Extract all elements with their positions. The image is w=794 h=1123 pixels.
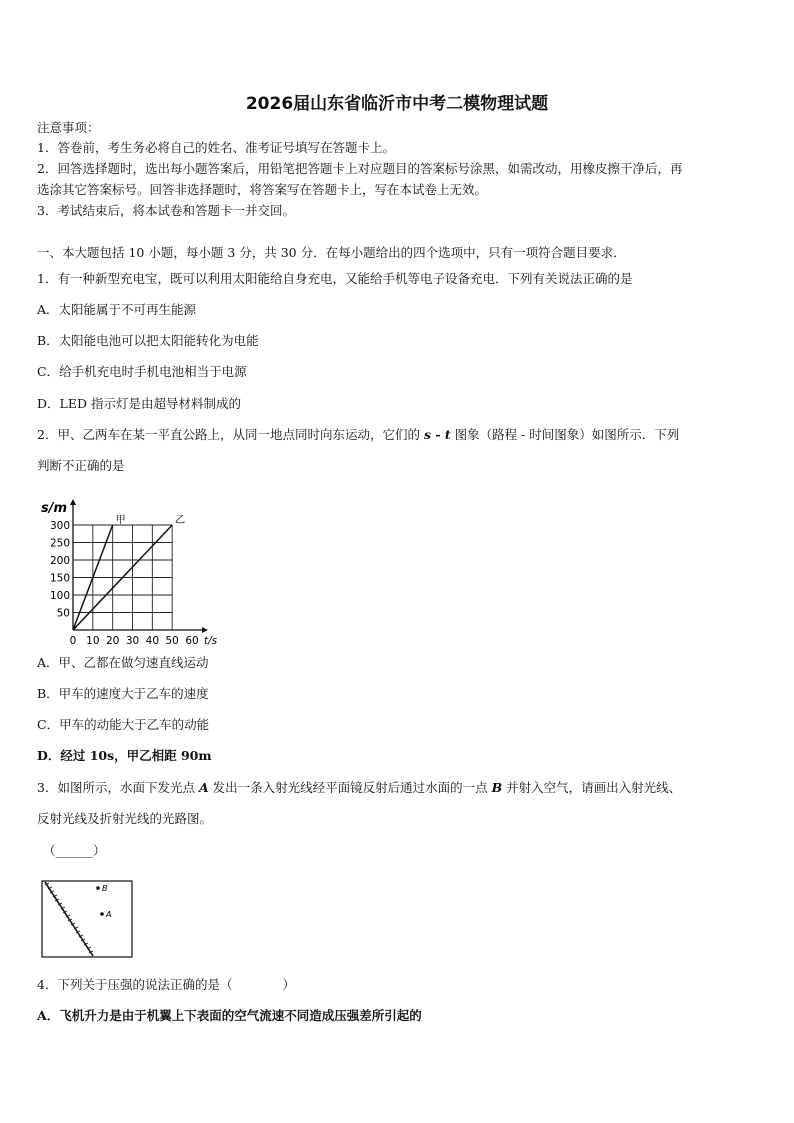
notice-heading: 注意事项： xyxy=(37,120,100,135)
section-heading: 一、本大题包括 10 小题，每小题 3 分，共 30 分．在每小题给出的四个选项中，只有一项符合题目要求． xyxy=(37,245,626,260)
y-axis-arrow xyxy=(70,499,76,505)
question-3-stem: 3．如图所示，水面下发光点 A 发出一条入射光线经平面镜反射后通过水面的一点 B 并射入空气，请画出入射光线、 xyxy=(37,780,682,795)
point-b xyxy=(96,886,100,890)
point-b-label: B xyxy=(102,884,108,893)
question-2-option-b: B．甲车的速度大于乙车的速度 xyxy=(37,686,209,701)
mirror-diagram xyxy=(40,876,140,961)
series-label: 甲 xyxy=(115,515,126,526)
question-3-stem-cont: 反射光线及折射光线的光路图。 xyxy=(37,811,213,826)
notice-item: 选涂其它答案标号。回答非选择题时，将答案写在答题卡上，写在本试卷上无效。 xyxy=(37,182,488,197)
x-tick-label: 40 xyxy=(145,635,160,647)
question-2-stem: 2．甲、乙两车在某一平直公路上，从同一地点同时向东运动，它们的 s - t 图象（路程 - 时间图象）如图所示．下列 xyxy=(37,427,680,442)
question-1-stem: 1．有一种新型充电宝，既可以利用太阳能给自身充电，又能给手机等电子设备充电．下列有关说法正确的是 xyxy=(37,271,633,286)
y-tick-label: 100 xyxy=(49,590,70,602)
series-label: 乙 xyxy=(175,515,186,526)
notice-item: 1．答卷前，考生务必将自己的姓名、准考证号填写在答题卡上。 xyxy=(37,140,395,155)
question-4-stem: 4．下列关于压强的说法正确的是（ ） xyxy=(37,977,295,992)
y-tick-label: 250 xyxy=(49,537,70,550)
point-a-label: A xyxy=(106,910,112,919)
question-2-option-a: A．甲、乙都在做匀速直线运动 xyxy=(37,655,209,670)
question-1-option-a: A．太阳能属于不可再生能源 xyxy=(37,302,197,317)
y-tick-label: 300 xyxy=(49,520,70,532)
x-tick-label: 10 xyxy=(86,635,100,647)
s-t-chart xyxy=(33,488,218,647)
x-tick-label: 30 xyxy=(125,635,140,647)
question-1-option-b: B．太阳能电池可以把太阳能转化为电能 xyxy=(37,333,259,348)
y-tick-label: 150 xyxy=(49,572,70,585)
x-axis-label: t/s xyxy=(204,635,218,647)
question-1-option-c: C．给手机充电时手机电池相当于电源 xyxy=(37,364,247,379)
x-tick-label: 50 xyxy=(165,635,179,647)
question-2-stem-cont: 判断不正确的是 xyxy=(37,458,125,473)
x-axis-arrow xyxy=(202,627,208,633)
notice-item: 2．回答选择题时，选出每小题答案后，用铅笔把答题卡上对应题目的答案标号涂黑，如需改动，用橡皮擦干净后，再 xyxy=(37,161,683,176)
x-tick-label: 20 xyxy=(105,635,120,647)
page-title: 2026届山东省临沂市中考二模物理试题 xyxy=(245,94,549,114)
question-2-option-c: C．甲车的动能大于乙车的动能 xyxy=(37,717,210,732)
point-a xyxy=(100,912,104,916)
question-4-option-a: A．飞机升力是由于机翼上下表面的空气流速不同造成压强差所引起的 xyxy=(37,1008,422,1023)
x-tick-label: 60 xyxy=(185,635,199,647)
question-1-option-d: D．LED 指示灯是由超导材料制成的 xyxy=(37,396,241,411)
y-tick-label: 200 xyxy=(49,555,70,567)
y-axis-label: s/m xyxy=(41,501,68,516)
answer-blank: （______） xyxy=(43,843,106,858)
plane-mirror xyxy=(45,882,93,956)
question-2-option-d: D．经过 10s，甲乙相距 90m xyxy=(37,748,212,763)
y-tick-label: 50 xyxy=(56,607,70,620)
x-tick-label: 0 xyxy=(69,635,77,647)
notice-item: 3．考试结束后，将本试卷和答题卡一并交回。 xyxy=(37,203,295,218)
